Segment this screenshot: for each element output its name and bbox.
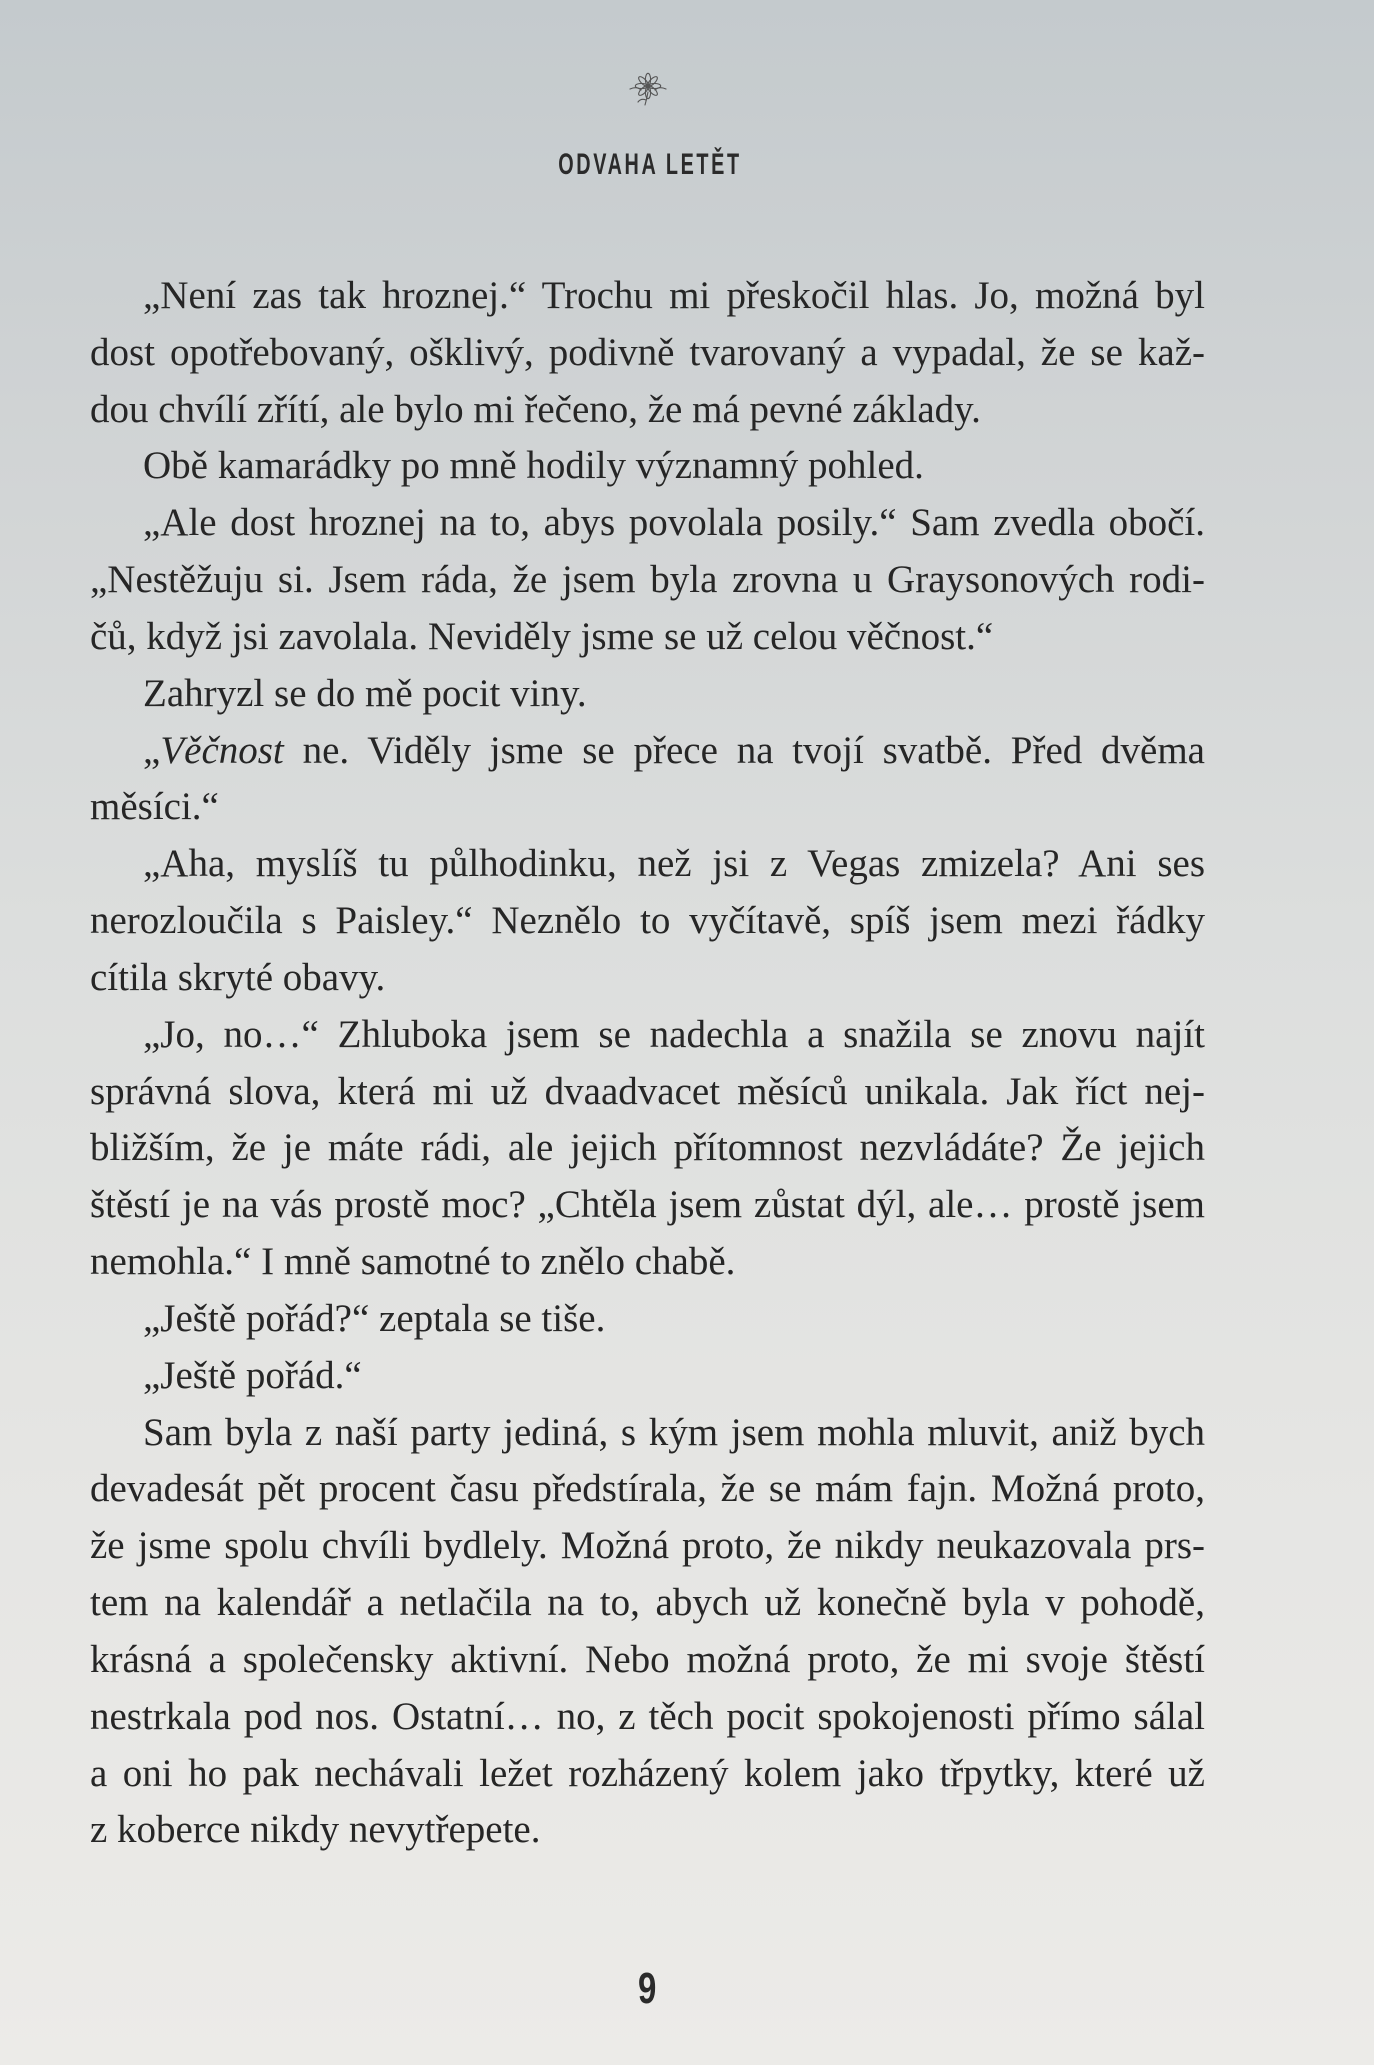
text-line: Obě kamarádky po mně hodily významný pohled. — [143, 444, 924, 488]
text-line: a oni ho pak nechávali ležet rozházený kolem jako třpytky, které už — [90, 1751, 1205, 1795]
paragraph — [90, 836, 1205, 1006]
text-line: „Ještě pořád?“ zeptala se tiše. — [143, 1296, 606, 1340]
paragraph — [90, 1291, 1205, 1348]
text-line: „Ale dost hroznej na to, abys povolala posily.“ Sam zvedla obočí. — [143, 501, 1205, 545]
text-line: krásná a společensky aktivní. Nebo možná proto, že mi svoje štěstí — [90, 1637, 1205, 1681]
paragraph — [90, 1405, 1205, 1860]
paragraph — [90, 438, 1205, 495]
text-run: ne. Viděly jsme se přece na tvojí svatbě. Před dvěma — [283, 728, 1205, 772]
text-line: nemohla.“ I mně samotné to znělo chabě. — [90, 1240, 736, 1284]
text-line: „Nestěžuju si. Jsem ráda, že jsem byla zrovna u Graysonových rodi- — [90, 558, 1205, 602]
running-title-text: ODVAHA LETĚT — [557, 148, 742, 181]
flower-ornament-icon — [626, 70, 670, 110]
text-line: nerozloučila s Paisley.“ Neznělo to vyčítavě, spíš jsem mezi řádky — [90, 899, 1205, 943]
text-line: „Aha, myslíš tu půlhodinku, než jsi z Vegas zmizela? Ani ses — [143, 842, 1205, 886]
text-line: dou chvílí zřítí, ale bylo mi řečeno, že má pevné základy. — [90, 387, 981, 431]
text-line: Sam byla z naší party jediná, s kým jsem mohla mluvit, aniž bych — [143, 1410, 1205, 1454]
text-line: štěstí je na vás prostě moc? „Chtěla jsem zůstat dýl, ale… prostě jsem — [90, 1183, 1205, 1227]
text-line: „Jo, no…“ Zhluboka jsem se nadechla a snažila se znovu najít — [143, 1012, 1205, 1056]
body-text — [90, 268, 1205, 1859]
paragraph — [90, 1007, 1205, 1291]
paragraph — [90, 666, 1205, 723]
text-line: cítila skryté obavy. — [90, 955, 386, 999]
opening-quote: „ — [143, 728, 161, 772]
text-line: nestrkala pod nos. Ostatní… no, z těch pocit spokojenosti přímo sálal — [90, 1694, 1205, 1738]
text-line: „Ještě pořád.“ — [143, 1353, 362, 1397]
text-line: „Není zas tak hroznej.“ Trochu mi přeskočil hlas. Jo, možná byl — [143, 274, 1205, 317]
page-number — [90, 1964, 1205, 2013]
paragraph — [90, 495, 1205, 665]
paragraph — [90, 723, 1205, 837]
text-line: měsíci.“ — [90, 785, 219, 829]
text-line: dost opotřebovaný, ošklivý, podivně tvarovaný a vypadal, že se kaž- — [90, 330, 1205, 374]
emphasized-word: Věčnost — [160, 728, 284, 772]
text-line: tem na kalendář a netlačila na to, abych už konečně byla v pohodě, — [90, 1581, 1205, 1625]
text-line: Zahryzl se do mě pocit viny. — [143, 671, 587, 715]
running-title — [90, 150, 1205, 180]
page-number-text: 9 — [638, 1964, 657, 2013]
paragraph — [90, 268, 1205, 438]
text-line: čů, když jsi zavolala. Neviděly jsme se už celou věčnost.“ — [90, 614, 994, 658]
text-line: že jsme spolu chvíli bydlely. Možná proto, že nikdy neukazovala prs- — [90, 1524, 1205, 1568]
text-line — [90, 723, 1205, 780]
paragraph — [90, 1348, 1205, 1405]
text-line: z koberce nikdy nevytřepete. — [90, 1808, 541, 1852]
text-line: bližším, že je máte rádi, ale jejich přítomnost nezvládáte? Že jejich — [90, 1126, 1205, 1170]
text-line: správná slova, která mi už dvaadvacet měsíců unikala. Jak říct nej- — [90, 1069, 1205, 1113]
text-line: devadesát pět procent času předstírala, že se mám fajn. Možná proto, — [90, 1467, 1205, 1511]
